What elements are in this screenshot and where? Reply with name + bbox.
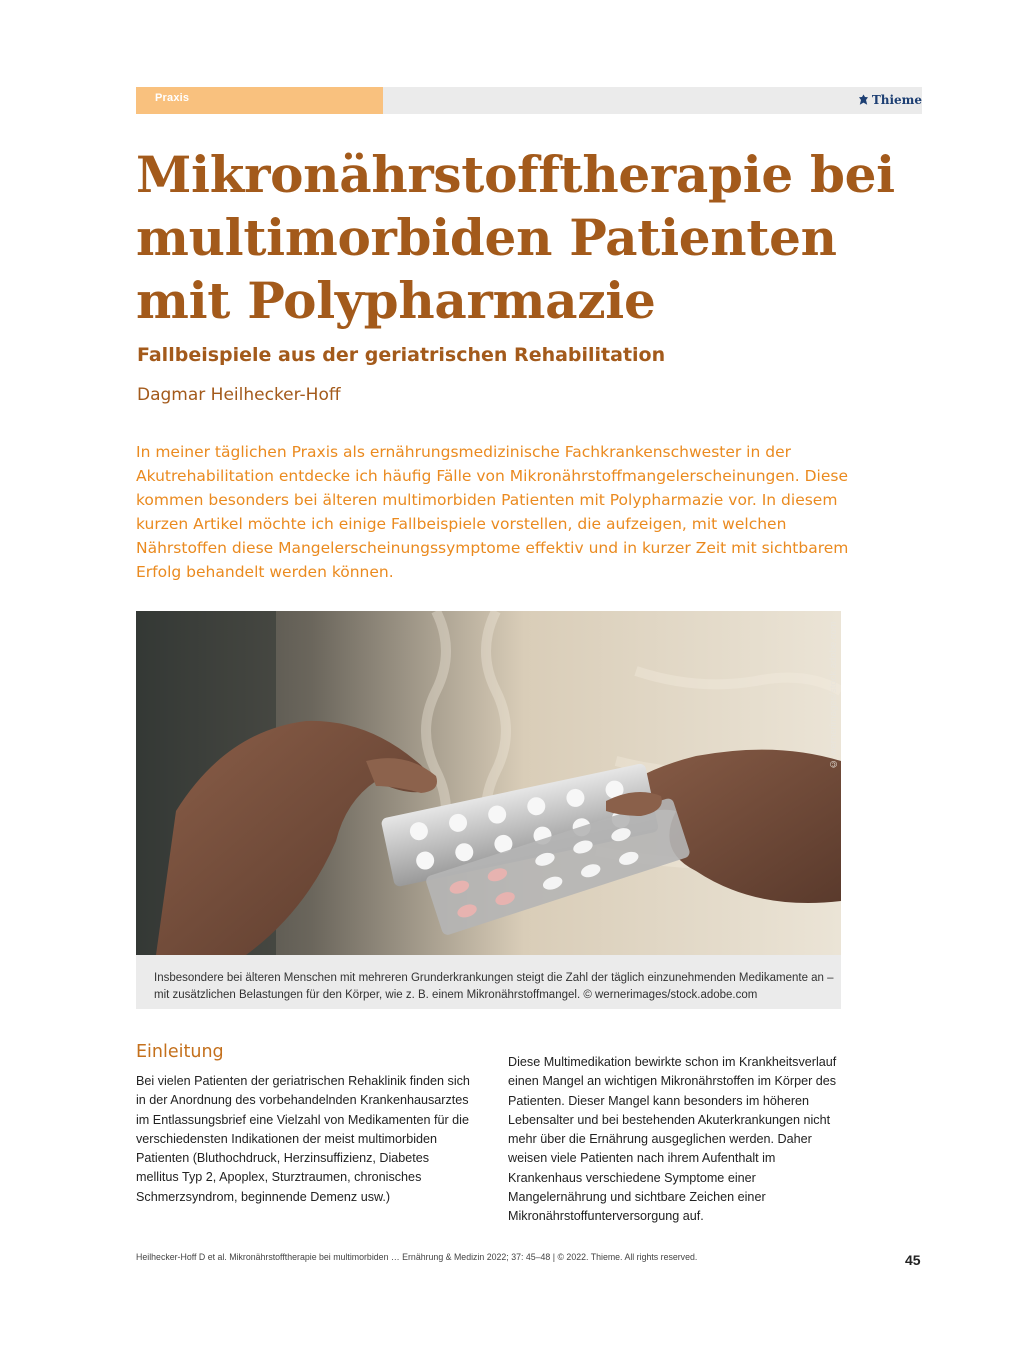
brand-label: Thieme (871, 93, 922, 107)
publisher-brand[interactable] (858, 93, 922, 107)
article-title: Mikronährstofftherapie bei multimorbiden Patienten mit Polypharmazie (136, 145, 895, 330)
header-bar (383, 87, 922, 114)
body-column-left: Bei vielen Patienten der geriatrischen Rehaklinik finden sich in der Anordnung des vorbehandelnden Krankenhausarztes im Entlassungsbrief eine Vielzahl von Medikamenten für die verschiedensten Indikationen der meist multimorbiden Patienten (Bluthochdruck, Herzinsuffizienz, Diabetes mellitus Typ 2, Apoplex, Sturztraumen, chronisches Schmerzsyndrom, beginnende Demenz usw.) (136, 1074, 470, 1204)
thieme-logo-icon (858, 94, 869, 106)
photo-credit: © wernerimages/stock.adobe.com (828, 621, 839, 769)
section-heading: Einleitung (136, 1042, 224, 1062)
figure-caption: Insbesondere bei älteren Menschen mit mehreren Grunderkrankungen steigt die Zahl der täglich einzunehmenden Medikamente an – mit zusätzlichen Belastungen für den Körper, wie z. B. einem Mikronährstoffmangel. © wernerimages/stock.adobe.com (154, 972, 834, 1001)
article-abstract: In meiner täglichen Praxis als ernährungsmedizinische Fachkrankenschwester in der Akutrehabilitation entdecke ich häufig Fälle von Mikronährstoffmangelerscheinungen. Diese kommen besonders bei älteren multimorbiden Patienten mit Polypharmazie vor. In diesem kurzen Artikel möchte ich einige Fallbeispiele vorstellen, die aufzeigen, mit welchen Nährstoffen diese Mangelerscheinungssymptome effektiv und in kurzer Zeit mit sichtbarem Erfolg behandelt werden können. (136, 443, 849, 581)
body-column-right: Diese Multimedikation bewirkte schon im Krankheitsverlauf einen Mangel an wichtigen Mikronährstoffen im Körper des Patienten. Dieser Mangel kann besonders im höheren Lebensalter und bei bestehenden Akuterkrankungen nicht mehr über die Ernährung ausgeglichen werden. Daher weisen viele Patienten nach ihrem Aufenthalt im Krankenhaus verschiedene Symptome einer Mangelernährung und sichtbare Zeichen einer Mikronährstoffunterversorgung auf. (508, 1055, 837, 1224)
page-number: 45 (905, 1252, 921, 1268)
article-subtitle: Fallbeispiele aus der geriatrischen Rehabilitation (137, 344, 666, 366)
footer-citation: Heilhecker-Hoff D et al. Mikronährstofftherapie bei multimorbiden … Ernährung & Medizin 2022; 37: 45–48 | © 2022. Thieme. All rights reserved. (136, 1252, 698, 1262)
section-label: Praxis (155, 92, 190, 104)
article-photo (136, 611, 841, 955)
article-author: Dagmar Heilhecker-Hoff (137, 385, 341, 405)
